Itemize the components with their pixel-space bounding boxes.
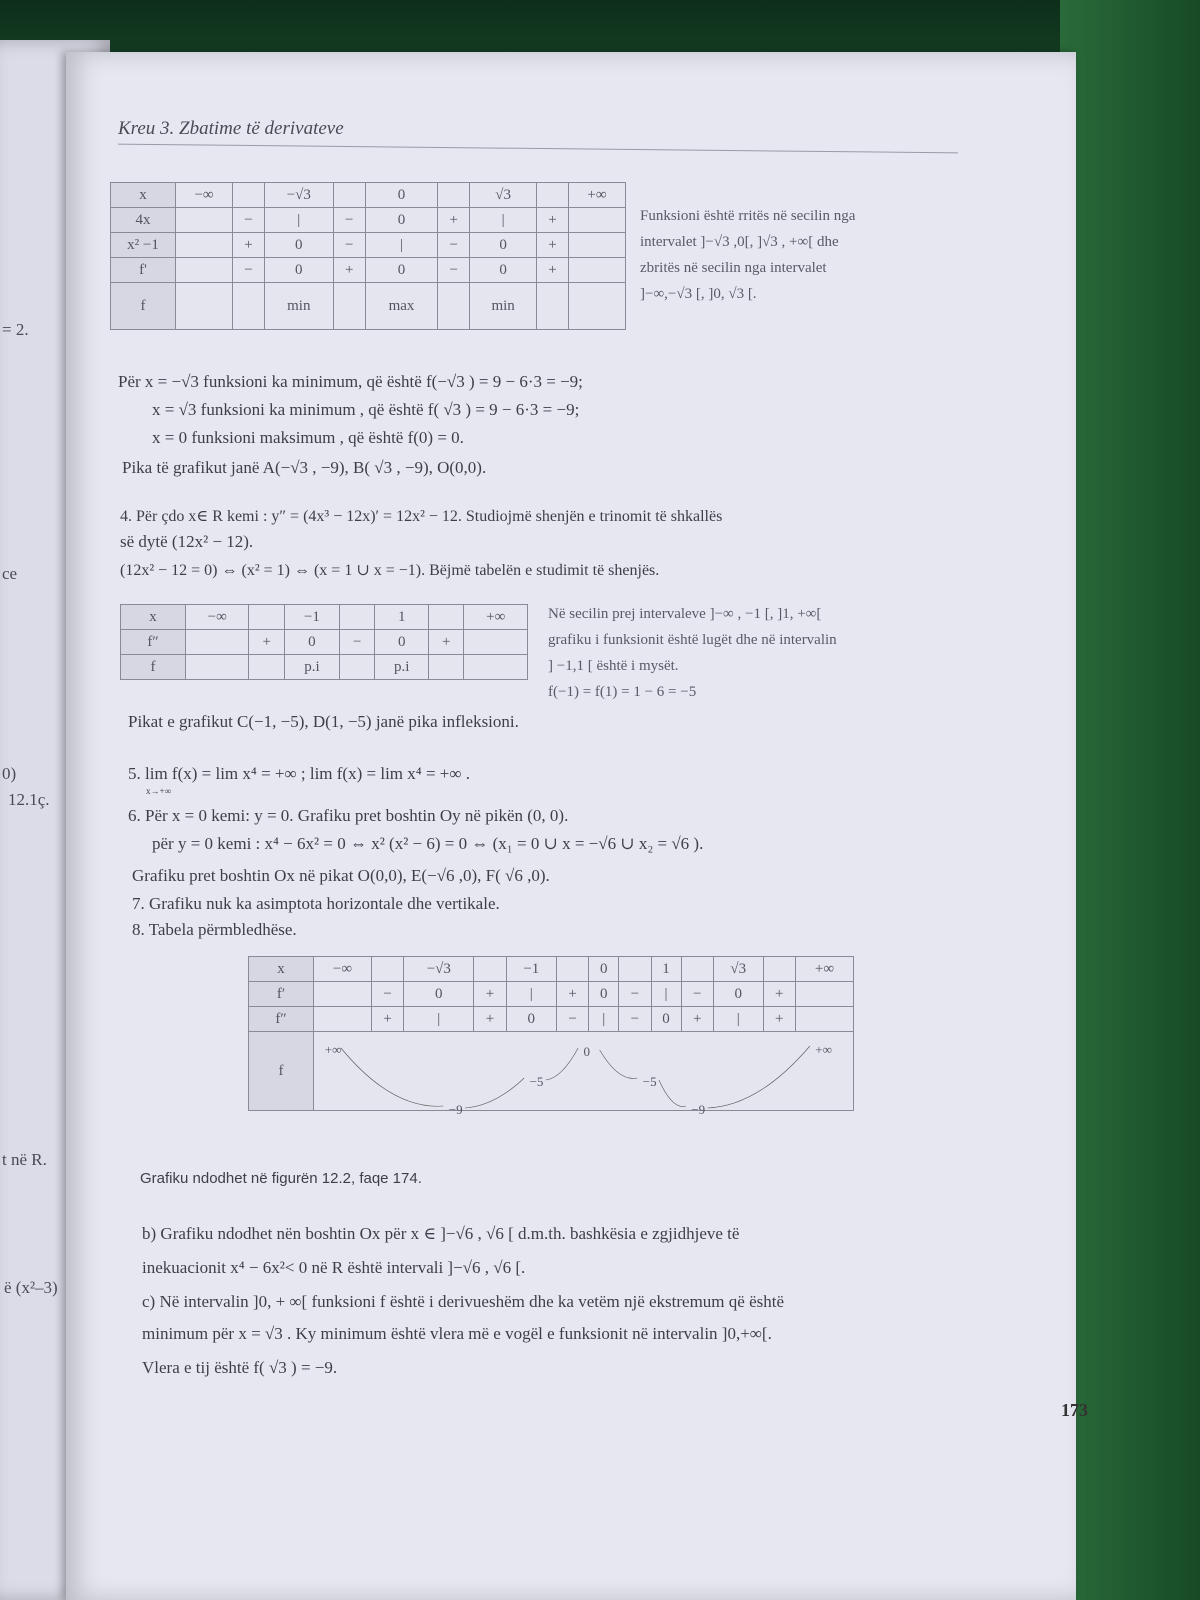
- table-cell: [474, 957, 506, 982]
- table-cell: −1: [506, 957, 556, 982]
- table-cell: min: [470, 283, 537, 330]
- table-cell: [537, 183, 569, 208]
- table-cell: p.i: [375, 655, 429, 680]
- table-row: [111, 183, 626, 208]
- table-cell: 0: [264, 258, 333, 283]
- table-cell: min: [264, 283, 333, 330]
- table-cell: −: [339, 630, 374, 655]
- header-rule: [118, 144, 958, 154]
- row-header: f″: [121, 630, 186, 655]
- table-row: [111, 258, 626, 283]
- table-cell: [568, 258, 625, 283]
- table-row: [249, 957, 854, 982]
- table2-note: grafiku i funksionit është lugët dhe në intervalin: [548, 632, 837, 648]
- table-cell: +: [438, 208, 470, 233]
- table-cell: +: [763, 1007, 795, 1032]
- table-cell: |: [404, 1007, 474, 1032]
- table-cell: +: [474, 982, 506, 1007]
- variation-cell: [314, 1032, 854, 1117]
- table-cell: +∞: [568, 183, 625, 208]
- sign-table-1: [110, 182, 626, 330]
- table-cell: 0: [404, 982, 474, 1007]
- table-cell: [537, 283, 569, 330]
- table-cell: +: [429, 630, 464, 655]
- text-line: Grafiku ndodhet në figurën 12.2, faqe 174.: [140, 1170, 422, 1187]
- table-cell: |: [651, 982, 681, 1007]
- table-cell: 0: [365, 258, 438, 283]
- table-cell: [186, 630, 249, 655]
- curve-segment: [707, 1046, 809, 1108]
- table-cell: −∞: [186, 605, 249, 630]
- table2-note: Në secilin prej intervaleve ]−∞ , −1 [, ]1, +∞[: [548, 606, 822, 622]
- table2-note: ] −1,1 [ është i mysët.: [548, 658, 679, 674]
- table-cell: 1: [375, 605, 429, 630]
- table1-note: intervalet ]−√3 ,0[, ]√3 , +∞[ dhe: [640, 234, 839, 250]
- table-row: [249, 1032, 854, 1111]
- table-cell: −: [438, 233, 470, 258]
- table-cell: −: [681, 982, 713, 1007]
- table-cell: [333, 183, 365, 208]
- table-cell: p.i: [284, 655, 339, 680]
- table-cell: 0: [470, 258, 537, 283]
- row-header: f: [121, 655, 186, 680]
- table-cell: −∞: [176, 183, 233, 208]
- table-cell: √3: [713, 957, 763, 982]
- table-cell: |: [264, 208, 333, 233]
- table-cell: max: [365, 283, 438, 330]
- table-cell: [568, 208, 625, 233]
- table-cell: [176, 208, 233, 233]
- table-cell: 0: [651, 1007, 681, 1032]
- row-header: 4x: [111, 208, 176, 233]
- text-line: Pika të grafikut janë A(−√3 , −9), B( √3 , −9), O(0,0).: [122, 458, 487, 477]
- table2-note: f(−1) = f(1) = 1 − 6 = −5: [548, 684, 697, 700]
- table1-note: zbritës në secilin nga intervalet: [640, 260, 827, 276]
- table-cell: [314, 1007, 372, 1032]
- table-cell: 0: [713, 982, 763, 1007]
- text-line: inekuacionit x⁴ − 6x²< 0 në R është intervali ]−√6 , √6 [.: [142, 1258, 526, 1277]
- row-header: f': [111, 258, 176, 283]
- text-line: Për x = −√3 funksioni ka minimum, që është f(−√3 ) = 9 − 6·3 = −9;: [118, 372, 583, 391]
- text-line: 4. Për çdo x∈ R kemi : y″ = (4x³ − 12x)′ = 12x² − 12. Studiojmë shenjën e trinomit të shkallës: [120, 508, 723, 525]
- table-cell: +: [537, 233, 569, 258]
- table-cell: [568, 233, 625, 258]
- table-cell: [339, 605, 374, 630]
- row-header: x: [249, 957, 314, 982]
- text-line: 6. Për x = 0 kemi: y = 0. Grafiku pret boshtin Oy në pikën (0, 0).: [128, 806, 569, 825]
- table-cell: |: [506, 982, 556, 1007]
- limit-subscript: x→+∞: [146, 786, 171, 796]
- table-cell: [438, 183, 470, 208]
- table-cell: [176, 258, 233, 283]
- table-cell: −: [438, 258, 470, 283]
- table-cell: 0: [365, 183, 438, 208]
- table-row: [111, 283, 626, 330]
- table-cell: −√3: [404, 957, 474, 982]
- extremum-value: −9: [448, 1102, 463, 1117]
- table-cell: −: [619, 1007, 651, 1032]
- curve-segment: [659, 1080, 686, 1106]
- table-cell: |: [365, 233, 438, 258]
- table-cell: [795, 982, 853, 1007]
- table-cell: −1: [284, 605, 339, 630]
- table-cell: [464, 630, 528, 655]
- table-cell: [314, 982, 372, 1007]
- table-row: [121, 630, 528, 655]
- table-cell: +: [763, 982, 795, 1007]
- curve-segment: [341, 1048, 443, 1106]
- table-cell: [464, 655, 528, 680]
- table-cell: 0: [506, 1007, 556, 1032]
- table-row: [121, 605, 528, 630]
- curve-segment: [600, 1050, 638, 1078]
- row-header: f: [249, 1032, 314, 1111]
- left-fragment: ë (x²–3): [4, 1278, 58, 1297]
- table-cell: −: [556, 1007, 588, 1032]
- text-line: b) Grafiku ndodhet nën boshtin Ox për x ∈ ]−√6 , √6 [ d.m.th. bashkësia e zgjidhjeve të: [142, 1224, 740, 1243]
- table-cell: |: [589, 1007, 619, 1032]
- table-cell: [186, 655, 249, 680]
- row-header: x² −1: [111, 233, 176, 258]
- table-cell: +: [556, 982, 588, 1007]
- text-line: 5. lim f(x) = lim x⁴ = +∞ ; lim f(x) = lim x⁴ = +∞ .: [128, 764, 470, 783]
- table-cell: [438, 283, 470, 330]
- table-cell: [681, 957, 713, 982]
- text-line: (12x² − 12 = 0) ⇔ (x² = 1) ⇔ (x = 1 ∪ x = −1). Bëjmë tabelën e studimit të shenjës.: [120, 562, 660, 579]
- table-cell: [568, 283, 625, 330]
- left-fragment: = 2.: [2, 320, 29, 339]
- row-header: f′: [249, 982, 314, 1007]
- table-cell: [429, 655, 464, 680]
- table-cell: [249, 655, 284, 680]
- table-cell: 0: [284, 630, 339, 655]
- table-cell: −√3: [264, 183, 333, 208]
- table-cell: −: [233, 208, 265, 233]
- table-cell: [339, 655, 374, 680]
- table-cell: [249, 605, 284, 630]
- table-cell: 0: [365, 208, 438, 233]
- table-cell: [763, 957, 795, 982]
- row-header: f″: [249, 1007, 314, 1032]
- text-line: x = 0 funksioni maksimum , që është f(0) = 0.: [152, 428, 464, 447]
- table-cell: 0: [589, 957, 619, 982]
- table1-note: Funksioni është rritës në secilin nga: [640, 208, 856, 224]
- left-fragment: ce: [2, 564, 18, 583]
- table-cell: +: [537, 208, 569, 233]
- table-row: [111, 208, 626, 233]
- text-line: x = √3 funksioni ka minimum , që është f( √3 ) = 9 − 6·3 = −9;: [152, 400, 580, 419]
- table-cell: +∞: [464, 605, 528, 630]
- table-cell: 0: [589, 982, 619, 1007]
- text-line: Pikat e grafikut C(−1, −5), D(1, −5) janë pika infleksioni.: [128, 712, 519, 731]
- text-line: për y = 0 kemi : x⁴ − 6x² = 0 ⇔ x² (x² − 6) = 0 ⇔ (x₁ = 0 ∪ x = −√6 ∪ x₂ = √6 ).: [152, 834, 704, 853]
- text-line: c) Në intervalin ]0, + ∞[ funksioni f është i derivueshëm dhe ka vetëm një ekstremum që është: [142, 1292, 785, 1311]
- text-line: së dytë (12x² − 12).: [120, 532, 254, 551]
- book-page: [66, 52, 1076, 1600]
- text-line: Grafiku pret boshtin Ox në pikat O(0,0), E(−√6 ,0), F( √6 ,0).: [132, 866, 550, 885]
- table-cell: 1: [651, 957, 681, 982]
- table-cell: [176, 283, 233, 330]
- table-cell: +: [474, 1007, 506, 1032]
- table-cell: −∞: [314, 957, 372, 982]
- table-cell: −: [371, 982, 403, 1007]
- text-line: minimum për x = √3 . Ky minimum është vlera më e vogël e funksionit në intervalin ]0,+∞[.: [142, 1324, 772, 1343]
- table-row: [121, 655, 528, 680]
- table-cell: 0: [264, 233, 333, 258]
- table-cell: −: [619, 982, 651, 1007]
- table-cell: [429, 605, 464, 630]
- page-number: 173: [1061, 1400, 1088, 1420]
- table-cell: [556, 957, 588, 982]
- running-header: Kreu 3. Zbatime të derivateve: [118, 118, 344, 139]
- row-header: x: [121, 605, 186, 630]
- background-cloth-right: [1060, 0, 1200, 1600]
- row-header: f: [111, 283, 176, 330]
- table-row: [249, 1007, 854, 1032]
- table-cell: +: [681, 1007, 713, 1032]
- extremum-value: −5: [529, 1074, 544, 1089]
- table-cell: |: [713, 1007, 763, 1032]
- table-cell: [233, 183, 265, 208]
- table-cell: [619, 957, 651, 982]
- table-cell: +: [371, 1007, 403, 1032]
- extremum-value: +∞: [815, 1042, 832, 1057]
- table-cell: +: [537, 258, 569, 283]
- table-row: [249, 982, 854, 1007]
- table-row: [111, 233, 626, 258]
- text-line: 8. Tabela përmbledhëse.: [132, 920, 297, 939]
- table-cell: −: [333, 208, 365, 233]
- table-cell: [233, 283, 265, 330]
- table-cell: −: [233, 258, 265, 283]
- extremum-value: +∞: [324, 1042, 342, 1057]
- table1-note: ]−∞,−√3 [, ]0, √3 [.: [640, 286, 757, 302]
- row-header: x: [111, 183, 176, 208]
- table-cell: −: [333, 233, 365, 258]
- table-cell: +: [333, 258, 365, 283]
- extremum-value: −9: [691, 1102, 706, 1117]
- table-cell: +: [249, 630, 284, 655]
- curve-segment: [546, 1048, 578, 1080]
- table-cell: 0: [470, 233, 537, 258]
- table-cell: √3: [470, 183, 537, 208]
- summary-table: [248, 956, 854, 1117]
- sign-table-2: [120, 604, 528, 680]
- table-cell: [333, 283, 365, 330]
- text-line: 7. Grafiku nuk ka asimptota horizontale dhe vertikale.: [132, 894, 500, 913]
- table-cell: [371, 957, 403, 982]
- extremum-value: 0: [583, 1044, 590, 1059]
- left-fragment: t në R.: [2, 1150, 47, 1169]
- table-cell: 0: [375, 630, 429, 655]
- extremum-value: −5: [642, 1074, 657, 1089]
- table-cell: [176, 233, 233, 258]
- curve-segment: [465, 1078, 524, 1108]
- text-line: Vlera e tij është f( √3 ) = −9.: [142, 1358, 338, 1377]
- table-cell: |: [470, 208, 537, 233]
- table-cell: +∞: [795, 957, 853, 982]
- left-fragment: 0): [2, 764, 17, 783]
- table-cell: [795, 1007, 853, 1032]
- table-cell: +: [233, 233, 265, 258]
- left-fragment: 12.1ç.: [8, 790, 50, 809]
